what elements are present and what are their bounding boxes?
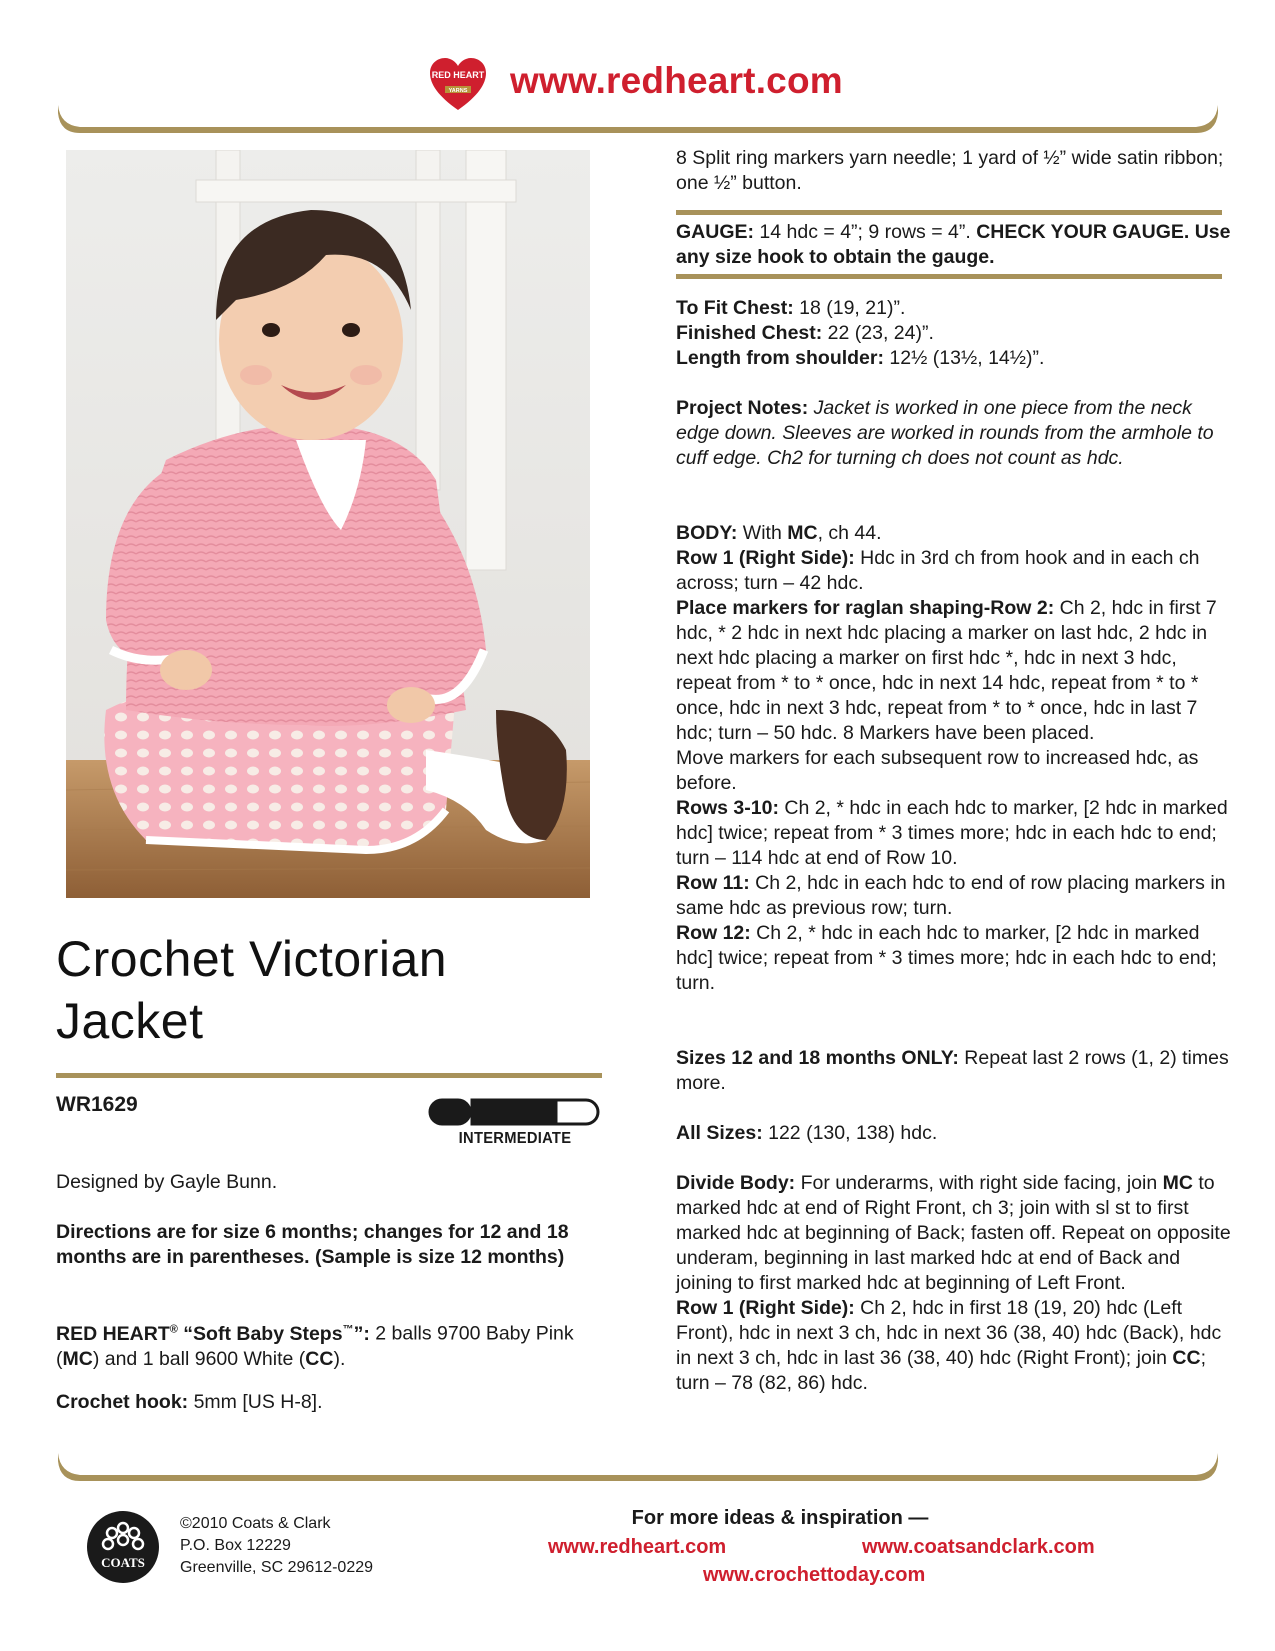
svg-text:COATS: COATS (101, 1555, 145, 1570)
footer-link-coatsandclark[interactable]: www.coatsandclark.com (862, 1536, 1095, 1558)
sizes-12-18-instructions: Sizes 12 and 18 months ONLY: Repeat last 2 rows (1, 2) times more. (676, 1047, 1229, 1094)
skill-segment-4 (556, 1100, 598, 1124)
footer-heading: For more ideas & inspiration — (631, 1507, 929, 1529)
svg-text:YARNS: YARNS (448, 88, 468, 94)
project-notes: Project Notes: Jacket is worked in one piece from the neck edge down. Sleeves are worked in rounds from the armhole to cuff edge. Ch2 for turning ch does not count as hdc. (676, 397, 1214, 469)
skill-level-meter (428, 1098, 602, 1126)
hook-requirement: Crochet hook: 5mm [US H-8]. (56, 1391, 323, 1413)
header-divider (58, 105, 1218, 133)
skill-segment-1 (430, 1100, 470, 1124)
red-heart-logo (428, 56, 488, 112)
all-sizes-count: All Sizes: 122 (130, 138) hdc. (676, 1122, 938, 1144)
skill-segment-3 (514, 1100, 554, 1124)
footer-link-redheart[interactable]: www.redheart.com (548, 1536, 727, 1558)
pattern-title-line-2: Jacket (56, 993, 204, 1049)
coats-logo (86, 1510, 160, 1584)
body-instructions: BODY: With MC, ch 44. Row 1 (Right Side): Hdc in 3rd ch from hook and in each ch across; turn – 42 hdc. Place markers for raglan shaping-Row 2: Ch 2, hdc in first 7 hdc, * 2 hdc in next hdc placing a marker on last hdc, 2 hdc in next hdc placing a marker on first hdc *, hdc in next 3 hdc, repeat from * to * once, hdc in next 14 hdc, repeat from * to * once, hdc in next 3 hdc, repeat from * to * once, hdc in last 7 hdc; turn – 50 hdc. 8 Markers have been placed. Move markers for each subsequent row to increased hdc, as before. Rows 3-10: Ch 2, * hdc in each hdc to marker, [2 hdc in marked hdc] twice; repeat from * 3 times more; hdc in each hdc to end; turn – 114 hdc at end of Row 10. Row 11: Ch 2, hdc in each hdc to end of row placing markers in same hdc as previous row; turn. Row 12: Ch 2, * hdc in each hdc to marker, [2 hdc in marked hdc] twice; repeat from * 3 times more; hdc in each hdc to end; turn. (676, 522, 1228, 994)
size-directions: Directions are for size 6 months; changes for 12 and 18 months are in parentheses. (Sample is size 12 months) (56, 1221, 569, 1268)
svg-text:RED HEART: RED HEART (431, 70, 485, 80)
footer-divider (58, 1453, 1218, 1481)
pattern-title-line-1: Crochet Victorian (56, 931, 448, 987)
footer-link-crochettoday[interactable]: www.crochettoday.com (703, 1564, 926, 1586)
gauge: GAUGE: 14 hdc = 4”; 9 rows = 4”. CHECK YOUR GAUGE. Use any size hook to obtain the gauge. (676, 221, 1231, 268)
notions: 8 Split ring markers yarn needle; 1 yard of ½” wide satin ribbon; one ½” button. (676, 147, 1224, 194)
site-url[interactable]: www.redheart.com (510, 60, 843, 101)
sizing: To Fit Chest: 18 (19, 21)”. Finished Chest: 22 (23, 24)”. Length from shoulder: 12½ (13½, 14½)”. (676, 297, 1045, 369)
yarn-requirements: RED HEART® “Soft Baby Steps™”: 2 balls 9700 Baby Pink (MC) and 1 ball 9600 White (CC). (56, 1322, 574, 1370)
pattern-title (56, 928, 616, 1052)
baby-jacket-photo (66, 150, 590, 898)
designer-credit: Designed by Gayle Bunn. (56, 1171, 278, 1193)
skill-level-label: INTERMEDIATE (458, 1130, 572, 1147)
footer-address: ©2010 Coats & Clark P.O. Box 12229 Greenville, SC 29612-0229 (180, 1515, 374, 1576)
pattern-code: WR1629 (56, 1093, 138, 1116)
gauge-rule (676, 274, 1222, 279)
notions-rule (676, 210, 1222, 215)
title-rule (56, 1073, 602, 1078)
skill-segment-2 (472, 1100, 512, 1124)
divide-body-instructions: Divide Body: For underarms, with right side facing, join MC to marked hdc at end of Right Front, ch 3; join with sl st to first marked hdc at beginning of Back; fasten off. Repeat on opposite underam, beginning in last marked hdc at end of Back and joining to first marked hdc at beginning of Left Front. Row 1 (Right Side): Ch 2, hdc in first 18 (19, 20) hdc (Left Front), hdc in next 3 ch, hdc in next 36 (38, 40) hdc (Back), hdc in next 3 ch, hdc in last 36 (38, 40) hdc (Right Front); join CC; turn – 78 (82, 86) hdc. (676, 1172, 1231, 1394)
